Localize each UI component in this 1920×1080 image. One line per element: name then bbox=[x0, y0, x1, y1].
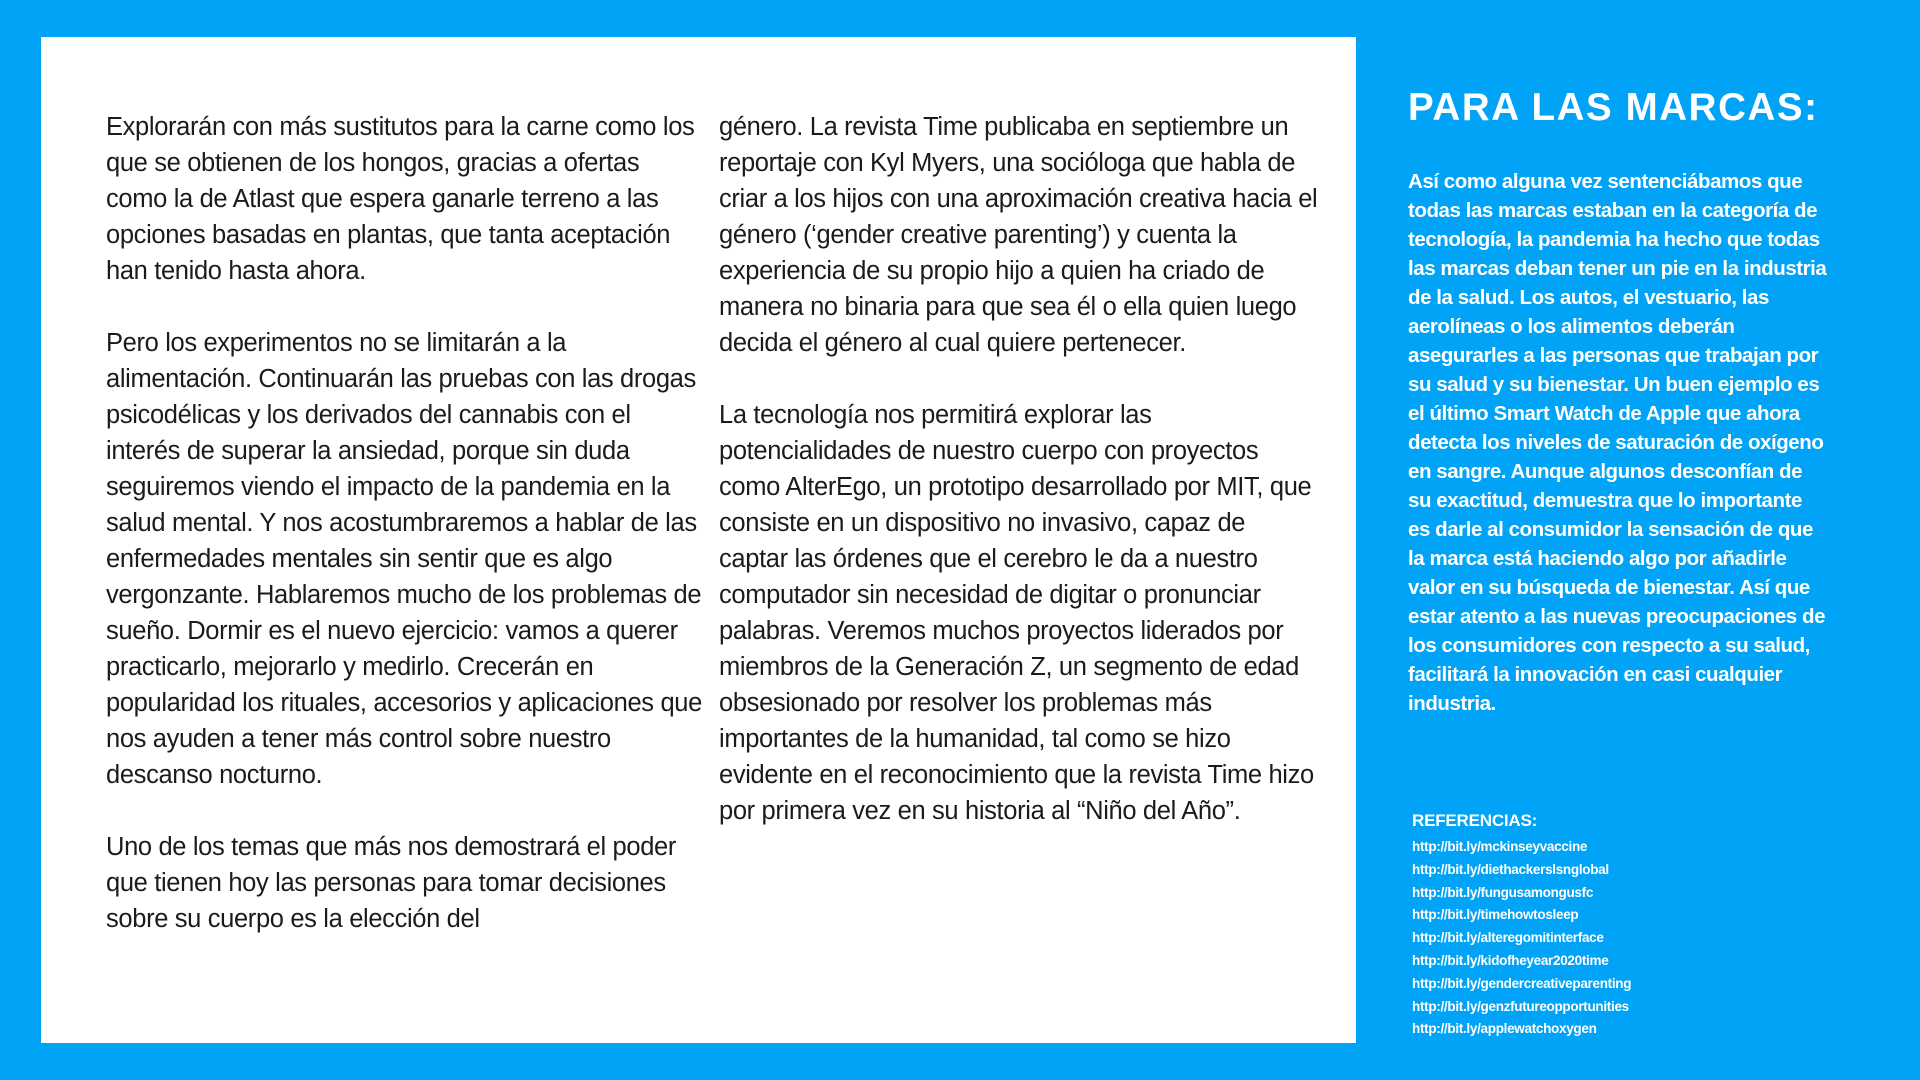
reference-link[interactable]: http://bit.ly/applewatchoxygen bbox=[1412, 1021, 1597, 1037]
references-section bbox=[1412, 808, 1631, 1041]
article-panel bbox=[41, 37, 1356, 1043]
article-paragraph: Pero los experimentos no se limitarán a la alimentación. Continuarán las pruebas con las drogas psicodélicas y los derivados del cannabis con el interés de superar la ansiedad, porque sin duda seguiremos viendo el impacto de la pandemia en la salud mental. Y nos acostumbraremos a hablar de las enfermedades mentales sin sentir que es algo vergonzante. Hablaremos mucho de los problemas de sueño. Dormir es el nuevo ejercicio: vamos a querer practicarlo, mejorarlo y medirlo. Crecerán en popularidad los rituales, accesorios y aplicaciones que nos ayuden a tener más control sobre nuestro descanso nocturno. bbox=[106, 329, 702, 789]
sidebar-body: Así como alguna vez sentenciábamos que todas las marcas estaban en la categoría de tecnología, la pandemia ha hecho que todas las marcas deban tener un pie en la industria de la salud. Los autos, el vestuario, las aerolíneas o los alimentos deberán asegurarles a las personas que trabajan por su salud y su bienestar. Un buen ejemplo es el último Smart Watch de Apple que ahora detecta los niveles de saturación de oxígeno en sangre. Aunque algunos desconfían de su exactitud, demuestra que lo importante es darle al consumidor la sensación de que la marca está haciendo algo por añadirle valor en su búsqueda de bienestar. Así que estar atento a las nuevas preocupaciones de los consumidores con respecto a su salud, facilitará la innovación en casi cualquier industria. bbox=[1408, 170, 1827, 715]
article-paragraph: Explorarán con más sustitutos para la carne como los que se obtienen de los hongos, gracias a ofertas como la de Atlast que espera ganarle terreno a las opciones basadas en plantas, que tanta aceptación han tenido hasta ahora. bbox=[106, 113, 695, 285]
reference-link[interactable]: http://bit.ly/kidofheyear2020time bbox=[1412, 952, 1609, 968]
article-paragraph: género. La revista Time publicaba en septiembre un reportaje con Kyl Myers, una socióloga que habla de criar a los hijos con una aproximación creativa hacia el género (‘gender creative parenting’) y cuenta la experiencia de su propio hijo a quien ha criado de manera no binaria para que sea él o ella quien luego decida el género al cual quiere pertenecer. bbox=[719, 113, 1318, 357]
article-paragraph: La tecnología nos permitirá explorar las potencialidades de nuestro cuerpo con proyectos como AlterEgo, un prototipo desarrollado por MIT, que consiste en un dispositivo no invasivo, capaz de captar las órdenes que el cerebro le da a nuestro computador sin necesidad de digitar o pronunciar palabras. Veremos muchos proyectos liderados por miembros de la Generación Z, un segmento de edad obsesionado por resolver los problemas más importantes de la humanidad, tal como se hizo evidente en el reconocimiento que la revista Time hizo por primera vez en su historia al “Niño del Año”. bbox=[719, 401, 1314, 825]
sidebar-title: PARA LAS MARCAS: bbox=[1408, 86, 1819, 129]
reference-link[interactable]: http://bit.ly/alteregomitinterface bbox=[1412, 930, 1604, 946]
reference-link[interactable]: http://bit.ly/timehowtosleep bbox=[1412, 907, 1579, 923]
reference-link[interactable]: http://bit.ly/gendercreativeparenting bbox=[1412, 975, 1632, 991]
reference-link[interactable]: http://bit.ly/diethackerslsnglobal bbox=[1412, 861, 1609, 877]
reference-link[interactable]: http://bit.ly/fungusamongusfc bbox=[1412, 884, 1594, 900]
article-column-right bbox=[719, 109, 1319, 829]
article-column-left bbox=[106, 109, 706, 937]
references-list bbox=[1412, 836, 1631, 1041]
references-title: REFERENCIAS: bbox=[1412, 811, 1538, 830]
article-paragraph: Uno de los temas que más nos demostrará el poder que tienen hoy las personas para tomar decisiones sobre su cuerpo es la elección del bbox=[106, 833, 677, 933]
reference-link[interactable]: http://bit.ly/genzfutureopportunities bbox=[1412, 998, 1629, 1014]
reference-link[interactable]: http://bit.ly/mckinseyvaccine bbox=[1412, 839, 1588, 854]
